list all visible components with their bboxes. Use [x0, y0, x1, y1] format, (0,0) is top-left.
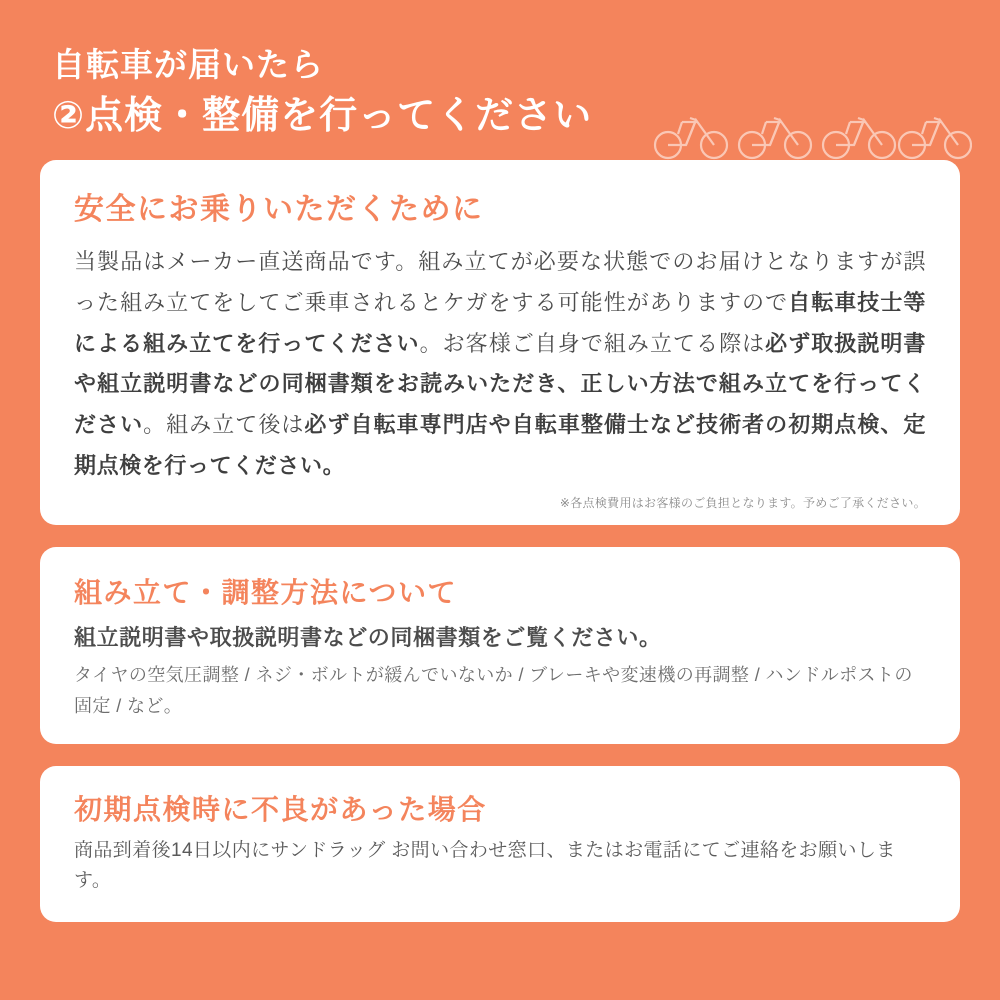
card-safety-title: 安全にお乗りいただくために [74, 193, 484, 227]
card-safety-note: ※各点検費用はお客様のご負担となります。予めご了承ください。 [559, 496, 926, 511]
body-segment: 。お客様ご自身で組み立てる際は [419, 330, 766, 356]
header-line-2: ②点検・整備を行ってください [52, 94, 593, 137]
card-safety-body [74, 242, 926, 486]
card-assembly-sub: タイヤの空気圧調整 / ネジ・ボルトが緩んでいないか / ブレーキや変速機の再調整 / ハンドルポストの固定 / など。 [74, 665, 913, 716]
card-assembly-title: 組み立て・調整方法について [74, 577, 457, 609]
poster-header [0, 0, 1000, 142]
header-line-1: 自転車が届いたら [52, 46, 324, 83]
body-segment-bold: 必ず取扱説明書や組立説明書などの同梱書類をお読みいただき、正しい方法で組み立てを行ってください [74, 330, 926, 437]
body-segment-bold: 自転車技士等による組み立てを行ってください [74, 289, 926, 356]
body-segment-bold: 必ず自転車専門店や自転車整備士など技術者の初期点検、定期点検を行ってください。 [74, 411, 927, 478]
card-safety [40, 160, 960, 525]
card-assembly [40, 547, 960, 743]
body-segment: 当製品はメーカー直送商品です。組み立てが必要な状態でのお届けとなりますが誤った組み立てをしてご乗車されるとケガをする可能性がありますので [74, 249, 926, 315]
card-assembly-lead: 組立説明書や取扱説明書などの同梱書類をご覧ください。 [74, 625, 662, 651]
body-segment: 。組み立て後は [143, 411, 305, 437]
card-defect-title: 初期点検時に不良があった場合 [74, 793, 487, 825]
bicycle-row-icon [652, 100, 972, 162]
card-defect [40, 766, 960, 923]
card-defect-body: 商品到着後14日以内にサンドラッグ お問い合わせ窓口、またはお電話にてご連絡をお願いします。 [74, 839, 896, 891]
